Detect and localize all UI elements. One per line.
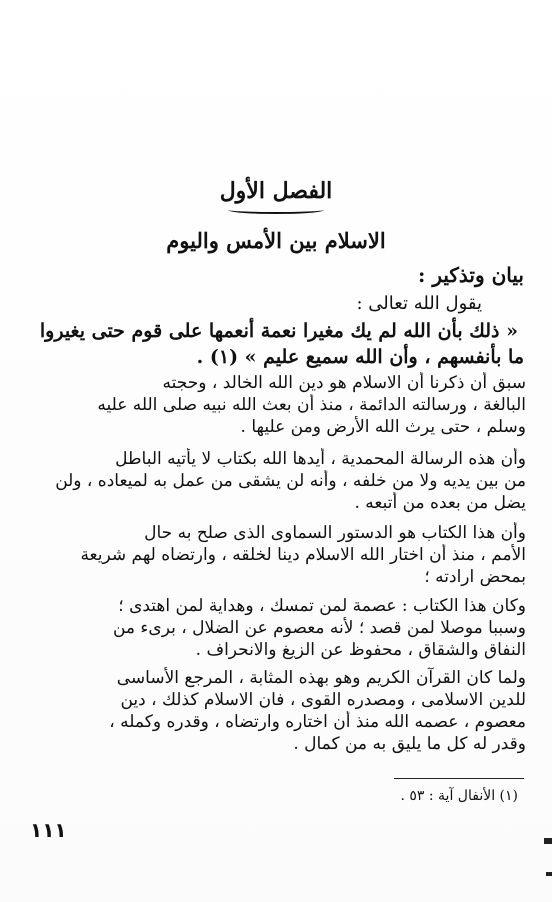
title-ornament xyxy=(228,206,324,214)
paragraph-line: وأن هذه الرسالة المحمدية ، أيدها الله بكتاب لا يأتيه الباطل xyxy=(115,449,526,469)
paragraph-line: سبق أن ذكرنا أن الاسلام هو دين الله الخالد ، وحجته xyxy=(162,373,526,393)
paragraph-line: بمحض ارادته ؛ xyxy=(424,567,526,587)
paragraph-line: النفاق والشقاق ، محفوظ عن الزيغ والانحراف . xyxy=(195,640,526,660)
paragraph-line: وقدر له كل ما يليق به من كمال . xyxy=(293,734,526,754)
paragraph-line: للدين الاسلامى ، ومصدره القوى ، فان الاسلام كذلك ، دين xyxy=(120,690,526,710)
paragraph-5 xyxy=(26,667,526,755)
paragraph-line: الأمم ، منذ أن اختار الله الاسلام دينا لخلقه ، وارتضاه لهم شريعة xyxy=(80,545,526,565)
paragraph-line: وأن هذا الكتاب هو الدستور السماوى الذى صلح به حال xyxy=(144,523,526,543)
paragraph-1 xyxy=(26,372,526,438)
footnote: (١) الأنفال آية : ٥٣ . xyxy=(400,788,518,804)
subheading: بيان وتذكير : xyxy=(417,263,524,287)
quran-quote-line-1: « ذلك بأن الله لم يك مغيرا نعمة أنعمها على قوم حتى يغيروا xyxy=(39,320,518,342)
page-number: ١١١ xyxy=(30,818,67,842)
paragraph-2 xyxy=(26,448,526,514)
paragraph-line: وسببا موصلا لمن قصد ؛ لأنه معصوم عن الضلال ، برىء من xyxy=(112,618,526,638)
chapter-title-text: الفصل الأول xyxy=(219,178,333,204)
paragraph-line: وكان هذا الكتاب : عصمة لمن تمسك ، وهداية لمن اهتدى ؛ xyxy=(118,596,526,616)
paragraph-4 xyxy=(26,595,526,661)
paragraph-line: معصوم ، عصمه الله منذ أن اختاره وارتضاه ، وقدره وكمله ، xyxy=(109,712,526,732)
section-title: الاسلام بين الأمس واليوم xyxy=(166,228,386,253)
quran-quote-line-2: ما بأنفسهم ، وأن الله سميع عليم » (١) . xyxy=(196,346,524,368)
paragraph-line: يضل من بعده من أتبعه . xyxy=(354,493,526,513)
paragraph-line: وسلم ، حتى يرث الله الأرض ومن عليها . xyxy=(240,417,526,437)
paragraph-line: ولما كان القرآن الكريم وهو بهذه المثابة ، المرجع الأساسى xyxy=(116,668,526,688)
paragraph-3 xyxy=(26,522,526,588)
scan-edge-mark xyxy=(546,872,552,876)
footnote-divider xyxy=(394,778,524,779)
paragraph-line: من بين يديه ولا من خلفه ، وأنه لن يشقى من عمل به لميعاده ، ولن xyxy=(55,471,526,491)
chapter-title xyxy=(0,178,552,214)
paragraph-line: البالغة ، ورسالته الدائمة ، منذ أن بعث الله نبيه صلى الله عليه xyxy=(97,395,526,415)
intro-line: يقول الله تعالى : xyxy=(356,293,482,314)
scan-edge-mark xyxy=(544,838,552,844)
